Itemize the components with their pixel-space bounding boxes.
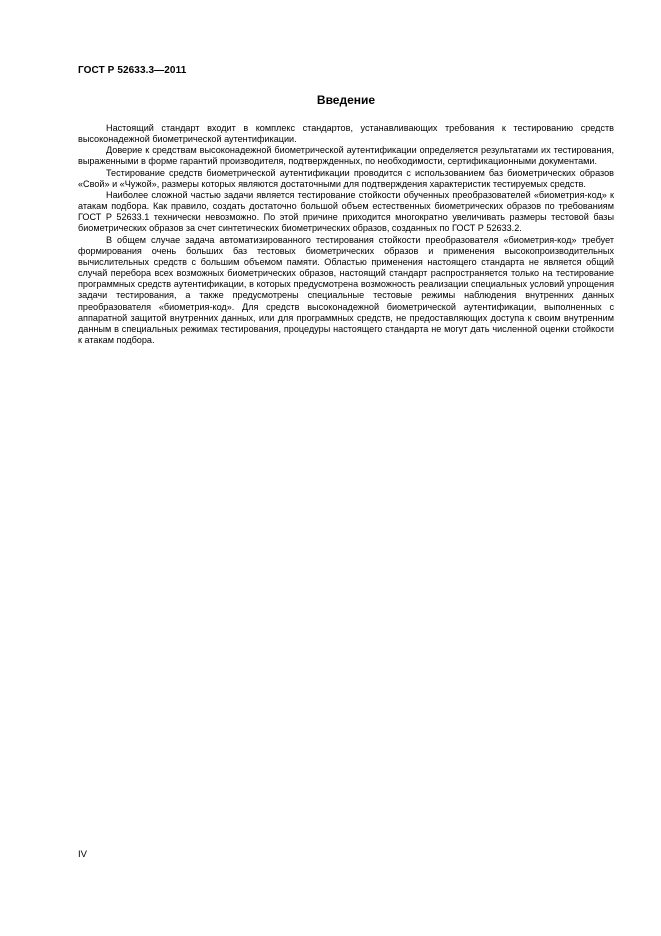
paragraph: Наиболее сложной частью задачи является тестирование стойкости обученных преобразователей «биометрия-код» к атакам подбора. Как правило, создать достаточно большой объем естественных биометрических образов по требованиям ГОСТ Р 52633.1 технически невозможно. По этой причине приходится многократно увеличивать размеры тестовой базы биометрических образов за счет синтетических биометрических образов, созданных по ГОСТ Р 52633.2. bbox=[78, 189, 614, 234]
section-title: Введение bbox=[316, 93, 376, 107]
paragraph: В общем случае задача автоматизированного тестирования стойкости преобразователя «биометрия-код» требует формирования очень больших баз тестовых биометрических образов и применения высокопроизводительных вычислительных средств с большим объемом памяти. Областью применения настоящего стандарта не является общий случай перебора всех возможных биометрических образов, настоящий стандарт распространяется только на тестирование программных средств аутентификации, в которых предусмотрена возможность реализации специальных условий упрощения задачи тестирования, а также предусмотрены специальные тестовые режимы наблюдения внутренних данных преобразователя «биометрия-код». Для средств высоконадежной биометрической аутентификации, выполненных с аппаратной защитой внутренних данных, или для программных средств, не предоставляющих доступа к своим внутренним данным в специальных режимах тестирования, процедуры настоящего стандарта не могут дать численной оценки стойкости к атакам подбора. bbox=[78, 234, 614, 345]
paragraph: Настоящий стандарт входит в комплекс стандартов, устанавливающих требования к тестированию средств высоконадежной биометрической аутентификации. bbox=[78, 123, 614, 145]
body-text bbox=[78, 123, 614, 346]
page-number: IV bbox=[78, 849, 87, 860]
paragraph: Тестирование средств биометрической аутентификации проводится с использованием баз биометрических образов «Свой» и «Чужой», размеры которых являются достаточными для подтверждения характеристик тестируемых средств. bbox=[78, 167, 614, 189]
paragraph: Доверие к средствам высоконадежной биометрической аутентификации определяется результатами их тестирования, выраженными в форме гарантий производителя, подтвержденных, по необходимости, сертификационными документами. bbox=[78, 145, 614, 167]
document-header: ГОСТ Р 52633.3—2011 bbox=[78, 65, 187, 76]
